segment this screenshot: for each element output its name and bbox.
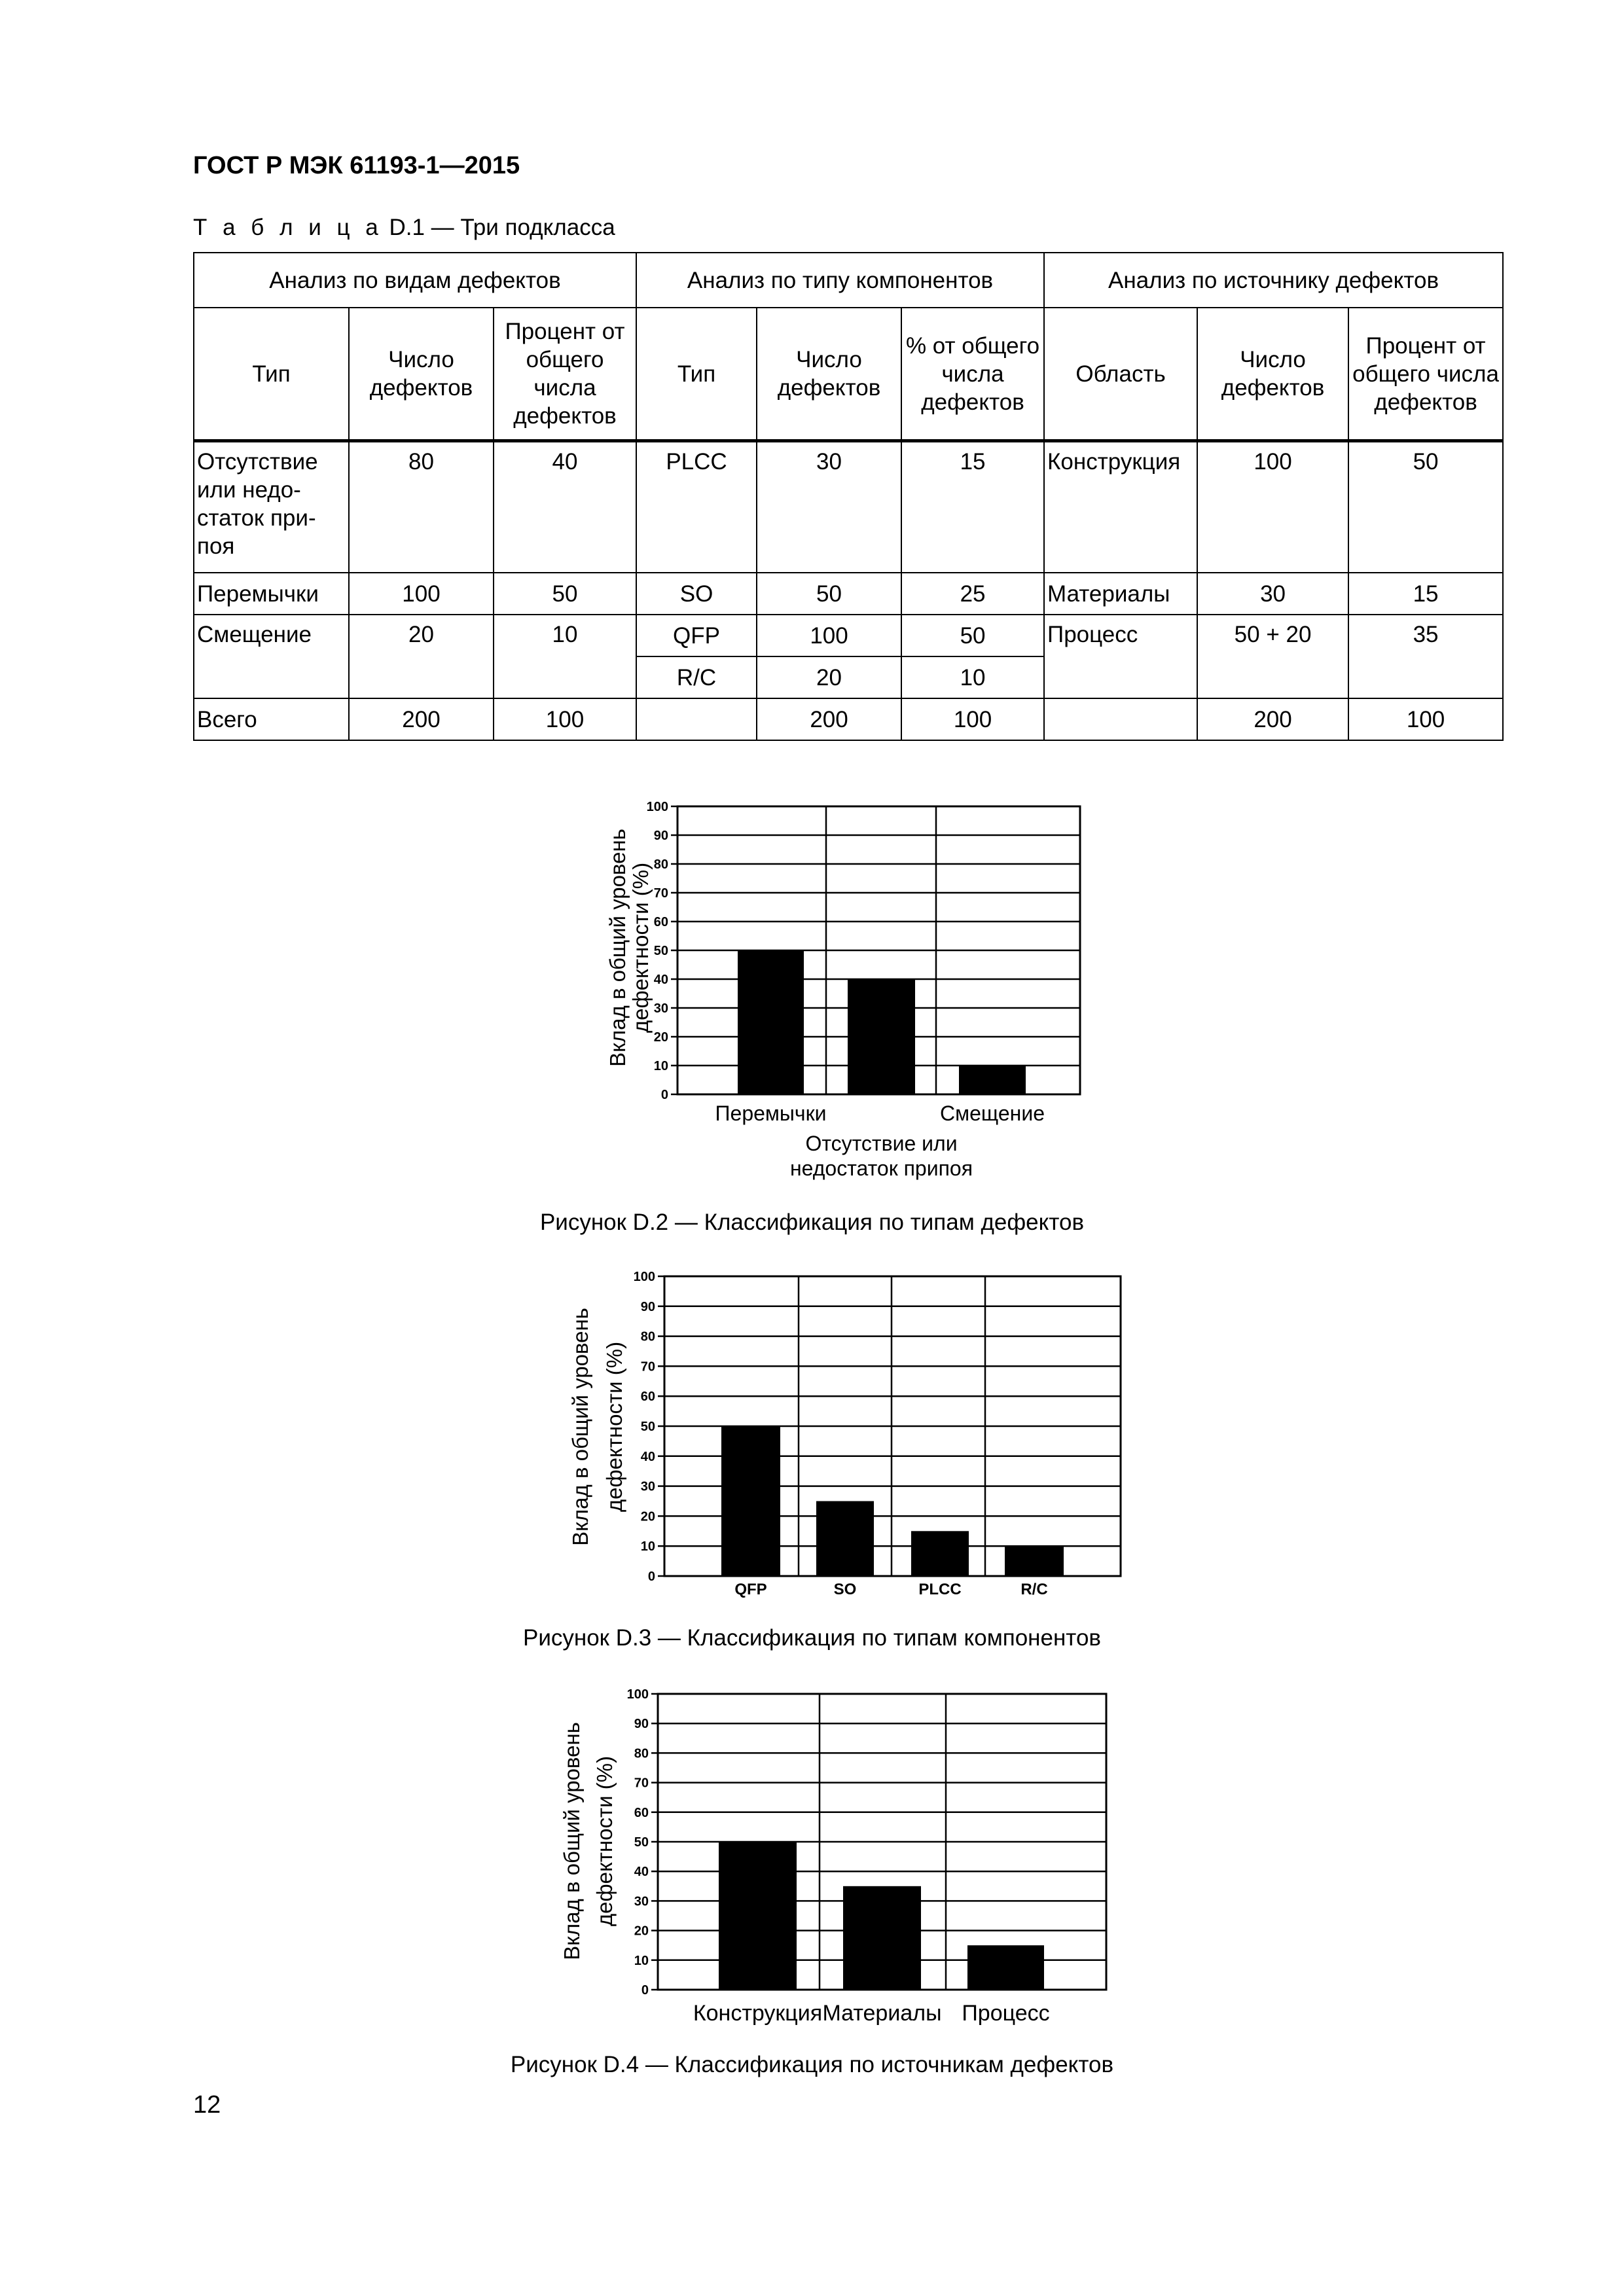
column-header: Процент от общего числа дефектов — [494, 308, 636, 441]
y-axis-label — [560, 1722, 617, 1960]
y-tick-label: 70 — [653, 886, 668, 901]
group-header: Анализ по видам дефектов — [194, 253, 636, 308]
y-tick-label: 60 — [640, 1390, 655, 1405]
group-header: Анализ по источнику дефектов — [1044, 253, 1503, 308]
y-tick-label: 90 — [640, 1299, 655, 1314]
y-tick-label: 50 — [634, 1835, 649, 1850]
table-cell: Смещение — [194, 615, 349, 698]
y-tick-label: 80 — [640, 1329, 655, 1344]
table-cell: 15 — [901, 441, 1044, 573]
y-axis-label-line: дефектности (%) — [602, 1341, 626, 1513]
y-tick-label: 0 — [660, 1088, 668, 1102]
document-header: ГОСТ Р МЭК 61193-1—2015 — [193, 152, 520, 179]
y-tick-label: 20 — [640, 1509, 655, 1524]
table-cell: 10 — [901, 656, 1044, 698]
y-tick-label: 70 — [634, 1776, 649, 1791]
y-tick-label: 50 — [640, 1420, 655, 1434]
table-cell: 200 — [1197, 698, 1348, 740]
column-header: Процент от общего числа дефектов — [1348, 308, 1503, 441]
y-tick-label: 40 — [640, 1449, 655, 1464]
table-cell: 100 — [494, 698, 636, 740]
y-tick-label: 100 — [633, 1270, 655, 1284]
y-axis-label-line: Вклад в общий уровень — [560, 1722, 584, 1960]
table-cell: 20 — [757, 656, 901, 698]
column-header: Область — [1044, 308, 1197, 441]
y-tick-label: 40 — [653, 973, 668, 987]
table-caption-prefix: Т а б л и ц а — [193, 215, 383, 240]
y-axis-label-line: Вклад в общий уровень — [605, 829, 630, 1067]
table-cell: 100 — [757, 615, 901, 656]
y-tick-label: 10 — [653, 1059, 668, 1073]
table-cell: 30 — [757, 441, 901, 573]
table-cell: 100 — [349, 573, 494, 615]
x-tick-label: Отсутствие или недостаток припоя — [789, 1132, 973, 1180]
y-tick-label: 40 — [634, 1865, 649, 1880]
y-tick-label: 90 — [653, 829, 668, 843]
table-cell: 100 — [901, 698, 1044, 740]
table-cell: 200 — [349, 698, 494, 740]
y-tick-label: 60 — [653, 915, 668, 929]
x-tick-label: Процесс — [962, 2001, 1050, 2026]
y-axis-label-line: Вклад в общий уровень — [568, 1308, 592, 1546]
bar — [843, 1886, 921, 1990]
y-tick-label: 50 — [653, 944, 668, 958]
figure-caption-d4: Рисунок D.4 — Классификация по источникам дефектов — [510, 2052, 1114, 2077]
table-caption-text: D.1 — Три подкласса — [382, 215, 615, 240]
table-cell: Перемычки — [194, 573, 349, 615]
table-cell: 50 — [757, 573, 901, 615]
y-tick-label: 90 — [634, 1717, 649, 1732]
bar — [967, 1945, 1044, 1990]
table-cell: R/C — [636, 656, 757, 698]
x-tick-label: Конструкция — [693, 2001, 823, 2026]
table-cell: 200 — [757, 698, 901, 740]
table-cell: Всего — [194, 698, 349, 740]
y-tick-label: 30 — [640, 1479, 655, 1494]
y-tick-label: 60 — [634, 1805, 649, 1820]
y-tick-label: 20 — [634, 1924, 649, 1939]
x-tick-label: R/C — [1020, 1581, 1048, 1598]
x-tick-label: QFP — [734, 1581, 767, 1598]
y-tick-label: 0 — [641, 1983, 649, 1998]
column-header: Число дефектов — [757, 308, 901, 441]
group-header: Анализ по типу компонентов — [636, 253, 1044, 308]
table-cell: 10 — [494, 615, 636, 698]
y-tick-label: 100 — [626, 1687, 649, 1702]
table-cell: 25 — [901, 573, 1044, 615]
table-cell: 80 — [349, 441, 494, 573]
column-header: Число дефектов — [349, 308, 494, 441]
bar — [719, 1842, 797, 1990]
page-number: 12 — [193, 2091, 221, 2119]
y-tick-label: 0 — [647, 1570, 655, 1584]
y-tick-label: 30 — [653, 1001, 668, 1016]
column-header: Тип — [636, 308, 757, 441]
y-tick-label: 30 — [634, 1894, 649, 1909]
table-cell: 40 — [494, 441, 636, 573]
y-tick-label: 80 — [653, 857, 668, 872]
y-tick-label: 20 — [653, 1030, 668, 1045]
table-cell: SO — [636, 573, 757, 615]
y-axis-label-line: дефектности (%) — [592, 1755, 617, 1927]
y-tick-label: 80 — [634, 1746, 649, 1761]
table-cell: 50 — [901, 615, 1044, 656]
x-tick-label: Смещение — [939, 1102, 1045, 1125]
y-tick-label: 10 — [640, 1539, 655, 1554]
table-cell: 50 — [494, 573, 636, 615]
table-cell: PLCC — [636, 441, 757, 573]
table-cell: 100 — [1197, 441, 1348, 573]
column-header: Число дефектов — [1197, 308, 1348, 441]
table-cell: 35 — [1348, 615, 1503, 698]
x-tick-label: Материалы — [822, 2001, 942, 2026]
column-header: % от общего числа дефектов — [901, 308, 1044, 441]
y-axis-label-line: дефектности (%) — [628, 862, 653, 1033]
x-tick-label: SO — [833, 1581, 857, 1598]
table-cell: Отсутствие или недо-статок при-поя — [194, 441, 349, 573]
y-tick-label: 70 — [640, 1359, 655, 1374]
x-tick-label: PLCC — [918, 1581, 962, 1598]
table-cell: QFP — [636, 615, 757, 656]
y-tick-label: 100 — [646, 800, 668, 814]
table-cell: 20 — [349, 615, 494, 698]
table-cell: 50 + 20 — [1197, 615, 1348, 698]
table-cell: Конструкция — [1044, 441, 1197, 573]
figure-caption-d3: Рисунок D.3 — Классификация по типам компонентов — [522, 1625, 1102, 1651]
table-cell: 50 — [1348, 441, 1503, 573]
table-cell: 100 — [1348, 698, 1503, 740]
y-tick-label: 10 — [634, 1953, 649, 1968]
x-tick-label: Перемычки — [715, 1102, 827, 1125]
table-cell: 30 — [1197, 573, 1348, 615]
table-cell: Процесс — [1044, 615, 1197, 698]
column-header: Тип — [194, 308, 349, 441]
table-cell: Материалы — [1044, 573, 1197, 615]
figure-caption-d2: Рисунок D.2 — Классификация по типам дефектов — [539, 1210, 1085, 1235]
table-cell: 15 — [1348, 573, 1503, 615]
